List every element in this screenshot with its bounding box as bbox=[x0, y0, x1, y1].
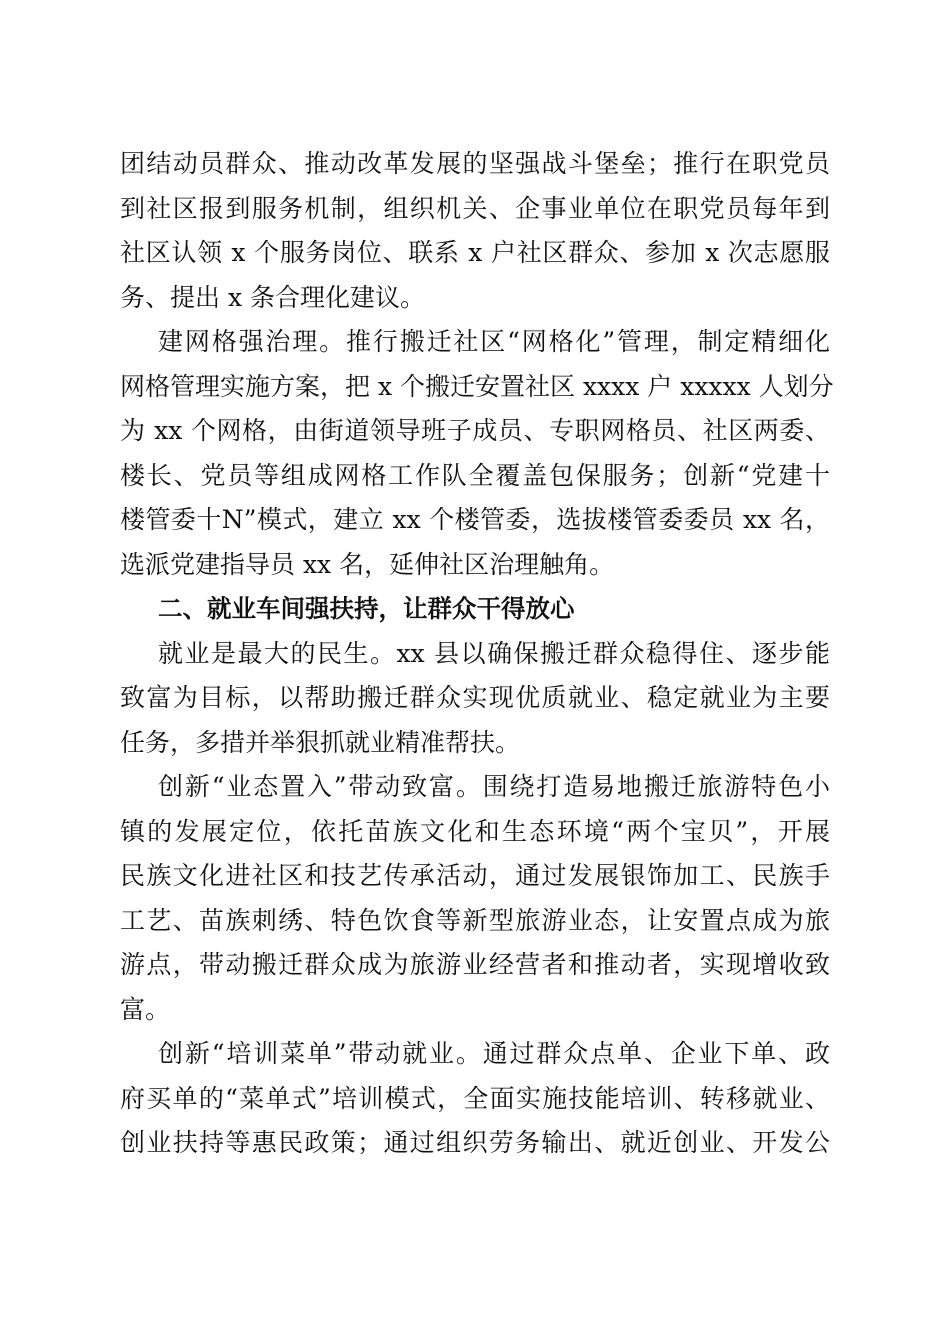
paragraph-first-line: 就业是最大的民生。xx 县以确保搬迁群众稳得住、逐步能 bbox=[158, 638, 830, 668]
text-line: 选派党建指导员 xx 名，延伸社区治理触角。 bbox=[120, 549, 615, 579]
text-line: 楼长、党员等组成网格工作队全覆盖包保服务；创新“党建十 bbox=[120, 460, 830, 490]
text-line: 工艺、苗族刺绣、特色饮食等新型旅游业态，让安置点成为旅 bbox=[120, 905, 830, 935]
text-line: 创业扶持等惠民政策；通过组织劳务输出、就近创业、开发公 bbox=[120, 1128, 830, 1157]
text-line: 楼管委十N”模式，建立 xx 个楼管委，选拔楼管委委员 xx 名， bbox=[120, 505, 830, 534]
text-line: 任务，多措并举狠抓就业精准帮扶。 bbox=[120, 727, 521, 757]
paragraph-first-line: 建网格强治理。推行搬迁社区“网格化”管理，制定精细化 bbox=[158, 327, 830, 356]
text-line: 游点，带动搬迁群众成为旅游业经营者和推动者，实现增收致 bbox=[120, 950, 830, 979]
paragraph-first-line: 创新“培训菜单”带动就业。通过群众点单、企业下单、政 bbox=[158, 1039, 830, 1068]
text-line: 社区认领 x 个服务岗位、联系 x 户社区群众、参加 x 次志愿服 bbox=[120, 238, 830, 267]
paragraph-first-line: 创新“业态置入”带动致富。围绕打造易地搬迁旅游特色小 bbox=[158, 772, 830, 801]
text-line: 为 xx 个网格，由街道领导班子成员、专职网格员、社区两委、 bbox=[120, 416, 830, 445]
section-heading: 二、就业车间强扶持，让群众干得放心 bbox=[158, 594, 575, 623]
text-line: 致富为目标，以帮助搬迁群众实现优质就业、稳定就业为主要 bbox=[120, 683, 830, 712]
text-line: 到社区报到服务机制，组织机关、企事业单位在职党员每年到 bbox=[120, 193, 830, 223]
text-line: 富。 bbox=[120, 994, 171, 1024]
text-line: 团结动员群众、推动改革发展的坚强战斗堡垒；推行在职党员 bbox=[120, 149, 830, 178]
document-body bbox=[120, 142, 834, 1166]
text-line: 镇的发展定位，依托苗族文化和生态环境“两个宝贝”，开展 bbox=[120, 816, 830, 846]
text-line: 网格管理实施方案，把 x 个搬迁安置社区 xxxx 户 xxxxx 人划分 bbox=[120, 371, 834, 401]
text-line: 民族文化进社区和技艺传承活动，通过发展银饰加工、民族手 bbox=[120, 861, 830, 890]
text-line: 府买单的“菜单式”培训模式，全面实施技能培训、转移就业、 bbox=[120, 1083, 830, 1113]
text-line: 务、提出 x 条合理化建议。 bbox=[120, 282, 425, 312]
